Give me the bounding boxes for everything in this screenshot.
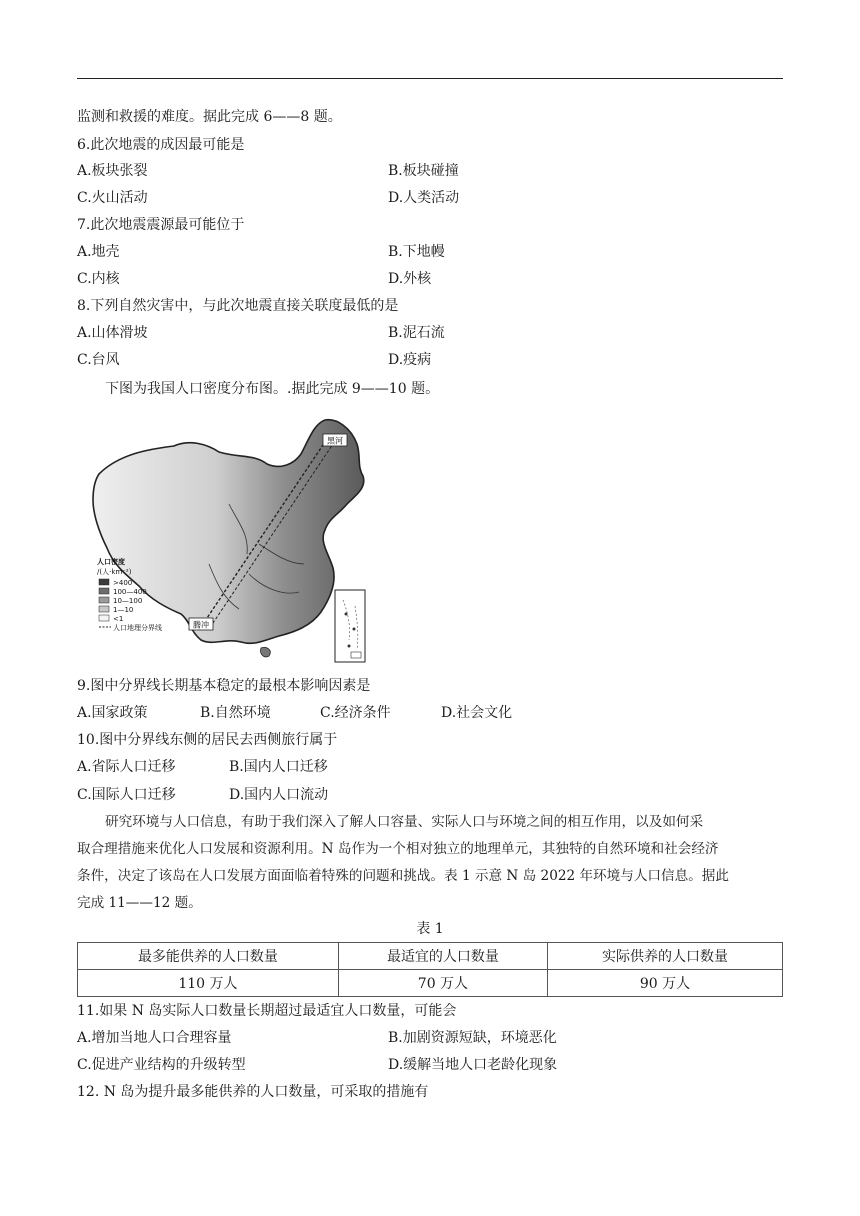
- legend-line-label: 人口地理分界线: [113, 624, 162, 632]
- passage: [77, 809, 783, 917]
- passage-line-3: 条件，决定了该岛在人口发展方面面临着特殊的问题和挑战。表 1 示意 N 岛 2022 年环境与人口信息。据此: [77, 868, 729, 884]
- passage-line-1: 研究环境与人口信息，有助于我们深入了解人口容量、实际人口与环境之间的相互作用，以及如何采: [105, 814, 704, 830]
- q9-option-c: C.经济条件: [320, 705, 391, 721]
- q6-option-c: C.火山活动: [77, 190, 148, 206]
- legend-title: 人口密度: [97, 558, 125, 566]
- q11-option-c: C.促进产业结构的升级转型: [77, 1057, 246, 1073]
- table-header-cell: 最适宜的人口数量: [338, 943, 547, 970]
- table-header-cell: 最多能供养的人口数量: [78, 943, 339, 970]
- china-outline: [93, 420, 364, 644]
- q7-stem: 7.此次地震震源最可能位于: [77, 217, 245, 233]
- legend-item-1: >400: [113, 579, 133, 587]
- q8-option-a: A.山体滑坡: [77, 325, 148, 341]
- hainan-island: [261, 647, 271, 656]
- table-cell: 70 万人: [338, 970, 547, 997]
- q11-option-d: D.缓解当地人口老龄化现象: [388, 1057, 558, 1073]
- q10-option-d: D.国内人口流动: [229, 787, 329, 803]
- q6-option-b: B.板块碰撞: [388, 163, 459, 179]
- q12-stem: 12. N 岛为提升最多能供养的人口数量，可采取的措施有: [77, 1084, 429, 1100]
- population-density-map: [89, 414, 369, 666]
- passage-line-2: 取合理措施来优化人口发展和资源利用。N 岛作为一个相对独立的地理单元，其独特的自然环境和社会经济: [77, 841, 719, 857]
- table-header-row: [78, 943, 783, 970]
- q8-option-d: D.疫病: [388, 352, 432, 368]
- south-china-sea-inset: [335, 590, 365, 662]
- q8-option-b: B.泥石流: [388, 325, 445, 341]
- q11-option-b: B.加剧资源短缺，环境恶化: [388, 1030, 557, 1046]
- q11-stem: 11.如果 N 岛实际人口数量长期超过最适宜人口数量，可能会: [77, 1003, 457, 1019]
- legend-item-3: 10—100: [113, 597, 143, 605]
- q10-stem: 10.图中分界线东侧的居民去西侧旅行属于: [77, 732, 338, 748]
- legend-unit: /(人·km⁻²): [97, 568, 132, 576]
- q10-option-c: C.国际人口迁移: [77, 787, 176, 803]
- map-intro: 下图为我国人口密度分布图。.据此完成 9——10 题。: [105, 381, 440, 397]
- q6-stem: 6.此次地震的成因最可能是: [77, 137, 245, 153]
- q7-option-a: A.地壳: [77, 244, 120, 260]
- q8-option-c: C.台风: [77, 352, 120, 368]
- table-caption: 表 1: [416, 921, 444, 937]
- q10-option-b: B.国内人口迁移: [229, 759, 328, 775]
- intro-tail: 监测和救援的难度。据此完成 6——8 题。: [77, 109, 342, 125]
- q6-option-d: D.人类活动: [388, 190, 460, 206]
- table-cell: 110 万人: [78, 970, 339, 997]
- header-rule: [77, 78, 783, 79]
- q9-option-a: A.国家政策: [77, 705, 148, 721]
- table-row: [78, 970, 783, 997]
- q9-option-b: B.自然环境: [200, 705, 271, 721]
- q10-option-a: A.省际人口迁移: [77, 759, 176, 775]
- q11-option-a: A.增加当地人口合理容量: [77, 1030, 232, 1046]
- q9-option-d: D.社会文化: [441, 705, 513, 721]
- tengchong-label: 腾冲: [193, 620, 209, 630]
- population-table: [77, 942, 783, 997]
- q6-option-a: A.板块张裂: [77, 163, 148, 179]
- legend-item-5: <1: [113, 615, 124, 623]
- heihe-label: 黑河: [327, 436, 343, 446]
- q8-stem: 8.下列自然灾害中，与此次地震直接关联度最低的是: [77, 298, 399, 314]
- legend-item-2: 100—400: [113, 588, 147, 596]
- q7-option-b: B.下地幔: [388, 244, 445, 260]
- table-header-cell: 实际供养的人口数量: [547, 943, 782, 970]
- passage-line-4: 完成 11——12 题。: [77, 895, 202, 911]
- q7-option-d: D.外核: [388, 271, 432, 287]
- q9-stem: 9.图中分界线长期基本稳定的最根本影响因素是: [77, 678, 371, 694]
- table-cell: 90 万人: [547, 970, 782, 997]
- q7-option-c: C.内核: [77, 271, 120, 287]
- legend-item-4: 1—10: [113, 606, 134, 614]
